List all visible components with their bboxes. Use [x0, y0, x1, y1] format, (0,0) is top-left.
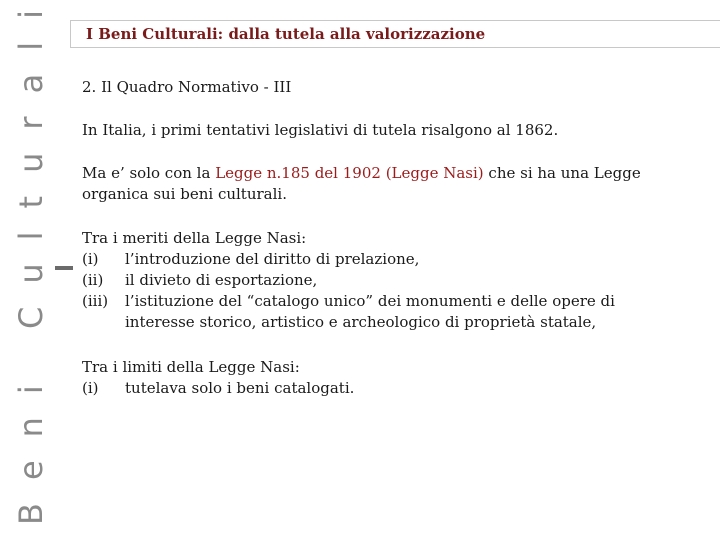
side-title: [0, 0, 56, 540]
list-item: [82, 378, 682, 399]
paragraph-1-text: In Italia, i primi tentativi legislativi di tutela risalgono al 1862.: [82, 121, 559, 139]
section-title: 2. Il Quadro Normativo - III: [82, 78, 292, 96]
list-item-number: (ii): [82, 271, 104, 289]
list-item-number: (i): [82, 379, 99, 397]
law-reference: Legge n.185 del 1902 (Legge Nasi): [215, 164, 484, 182]
list-item-number: (i): [82, 250, 99, 268]
list-item-text: l’istituzione del “catalogo unico” dei monumenti e delle opere di interesse storico, artistico e archeologico di proprietà statale,: [125, 292, 615, 331]
merits-block: [82, 228, 682, 333]
limits-block: [82, 357, 682, 399]
paragraph-2: [82, 163, 682, 205]
decorative-dash: [55, 266, 73, 270]
header-bar: [70, 20, 720, 48]
limits-intro: Tra i limiti della Legge Nasi:: [82, 358, 300, 376]
paragraph-2-pre: Ma e’ solo con la: [82, 164, 216, 182]
side-title-text: Beni Culturali: [12, 10, 50, 525]
list-item-text: l’introduzione del diritto di prelazione,: [125, 250, 420, 268]
list-item: [82, 291, 682, 333]
paragraph-1: [82, 120, 702, 141]
list-item-text: tutelava solo i beni catalogati.: [125, 379, 355, 397]
merits-intro: Tra i meriti della Legge Nasi:: [82, 229, 307, 247]
header-title: I Beni Culturali: dalla tutela alla valorizzazione: [86, 25, 486, 43]
list-item: [82, 270, 682, 291]
list-item-number: (iii): [82, 292, 109, 310]
paragraph-2-post: che si ha una Legge organica sui beni culturali.: [82, 164, 641, 203]
list-item: [82, 249, 682, 270]
list-item-text: il divieto di esportazione,: [125, 271, 318, 289]
